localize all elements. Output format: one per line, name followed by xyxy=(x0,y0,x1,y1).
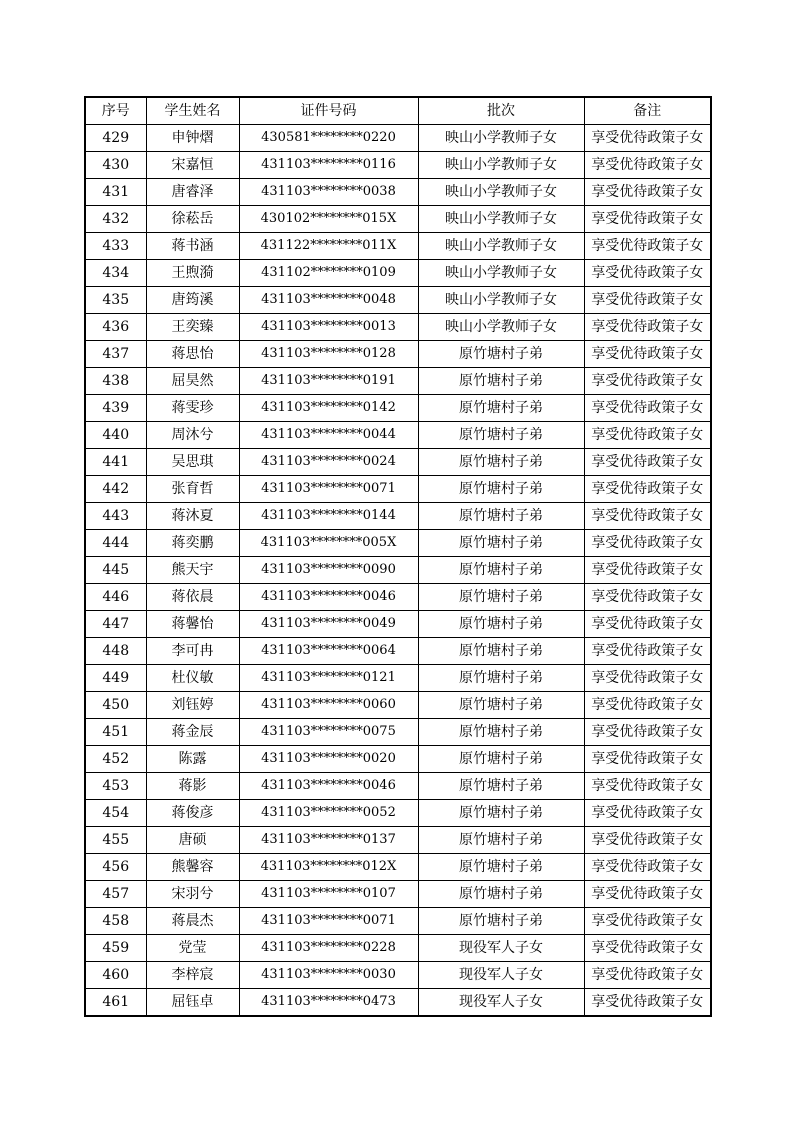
cell-student-name: 宋羽兮 xyxy=(146,881,239,908)
cell-student-name: 唐筠溪 xyxy=(146,287,239,314)
table-row xyxy=(85,287,711,314)
cell-id-number: 431103********0107 xyxy=(239,881,418,908)
cell-id-number: 431103********0128 xyxy=(239,341,418,368)
cell-id-number: 431103********0020 xyxy=(239,746,418,773)
cell-id-number: 430102********015X xyxy=(239,206,418,233)
cell-remarks: 享受优待政策子女 xyxy=(584,854,711,881)
cell-serial: 440 xyxy=(85,422,146,449)
cell-remarks: 享受优待政策子女 xyxy=(584,125,711,152)
cell-student-name: 蒋沐夏 xyxy=(146,503,239,530)
cell-remarks: 享受优待政策子女 xyxy=(584,719,711,746)
table-row xyxy=(85,800,711,827)
cell-remarks: 享受优待政策子女 xyxy=(584,881,711,908)
cell-id-number: 431103********0052 xyxy=(239,800,418,827)
cell-batch: 原竹塘村子弟 xyxy=(418,773,584,800)
table-row xyxy=(85,314,711,341)
header-remarks: 备注 xyxy=(584,97,711,125)
cell-serial: 444 xyxy=(85,530,146,557)
cell-id-number: 431102********0109 xyxy=(239,260,418,287)
cell-serial: 456 xyxy=(85,854,146,881)
cell-student-name: 王奕臻 xyxy=(146,314,239,341)
table-row xyxy=(85,368,711,395)
cell-batch: 原竹塘村子弟 xyxy=(418,908,584,935)
cell-batch: 原竹塘村子弟 xyxy=(418,557,584,584)
cell-batch: 原竹塘村子弟 xyxy=(418,800,584,827)
header-row xyxy=(85,97,711,125)
table-row xyxy=(85,476,711,503)
cell-remarks: 享受优待政策子女 xyxy=(584,908,711,935)
cell-student-name: 徐菘岳 xyxy=(146,206,239,233)
header-batch: 批次 xyxy=(418,97,584,125)
cell-id-number: 431103********0071 xyxy=(239,476,418,503)
student-roster-table xyxy=(84,96,712,1017)
cell-id-number: 431103********0090 xyxy=(239,557,418,584)
table-row xyxy=(85,233,711,260)
cell-id-number: 431103********0142 xyxy=(239,395,418,422)
cell-remarks: 享受优待政策子女 xyxy=(584,800,711,827)
cell-remarks: 享受优待政策子女 xyxy=(584,449,711,476)
cell-id-number: 431103********012X xyxy=(239,854,418,881)
cell-batch: 原竹塘村子弟 xyxy=(418,665,584,692)
table-row xyxy=(85,935,711,962)
cell-remarks: 享受优待政策子女 xyxy=(584,827,711,854)
cell-id-number: 431103********0024 xyxy=(239,449,418,476)
table-row xyxy=(85,341,711,368)
cell-remarks: 享受优待政策子女 xyxy=(584,287,711,314)
cell-id-number: 431103********0473 xyxy=(239,989,418,1017)
cell-batch: 原竹塘村子弟 xyxy=(418,476,584,503)
cell-id-number: 431103********0049 xyxy=(239,611,418,638)
cell-serial: 457 xyxy=(85,881,146,908)
cell-student-name: 宋嘉恒 xyxy=(146,152,239,179)
cell-id-number: 431103********0046 xyxy=(239,584,418,611)
cell-serial: 437 xyxy=(85,341,146,368)
cell-student-name: 唐硕 xyxy=(146,827,239,854)
cell-student-name: 蒋俊彦 xyxy=(146,800,239,827)
cell-student-name: 蒋影 xyxy=(146,773,239,800)
cell-id-number: 431103********0116 xyxy=(239,152,418,179)
cell-serial: 460 xyxy=(85,962,146,989)
cell-id-number: 431103********0144 xyxy=(239,503,418,530)
cell-serial: 434 xyxy=(85,260,146,287)
cell-remarks: 享受优待政策子女 xyxy=(584,611,711,638)
cell-id-number: 431103********005X xyxy=(239,530,418,557)
table-row xyxy=(85,395,711,422)
cell-remarks: 享受优待政策子女 xyxy=(584,152,711,179)
cell-serial: 452 xyxy=(85,746,146,773)
cell-remarks: 享受优待政策子女 xyxy=(584,233,711,260)
table-row xyxy=(85,692,711,719)
cell-serial: 448 xyxy=(85,638,146,665)
table-row xyxy=(85,827,711,854)
cell-student-name: 蒋馨怡 xyxy=(146,611,239,638)
cell-serial: 442 xyxy=(85,476,146,503)
cell-serial: 454 xyxy=(85,800,146,827)
cell-remarks: 享受优待政策子女 xyxy=(584,989,711,1017)
cell-remarks: 享受优待政策子女 xyxy=(584,638,711,665)
cell-batch: 映山小学教师子女 xyxy=(418,260,584,287)
cell-id-number: 431103********0071 xyxy=(239,908,418,935)
cell-serial: 449 xyxy=(85,665,146,692)
cell-remarks: 享受优待政策子女 xyxy=(584,665,711,692)
table-row xyxy=(85,908,711,935)
cell-batch: 原竹塘村子弟 xyxy=(418,584,584,611)
cell-batch: 原竹塘村子弟 xyxy=(418,530,584,557)
cell-id-number: 431103********0191 xyxy=(239,368,418,395)
header-serial: 序号 xyxy=(85,97,146,125)
cell-batch: 原竹塘村子弟 xyxy=(418,368,584,395)
cell-student-name: 唐睿泽 xyxy=(146,179,239,206)
cell-batch: 原竹塘村子弟 xyxy=(418,395,584,422)
cell-batch: 原竹塘村子弟 xyxy=(418,692,584,719)
cell-remarks: 享受优待政策子女 xyxy=(584,773,711,800)
cell-batch: 现役军人子女 xyxy=(418,962,584,989)
cell-batch: 映山小学教师子女 xyxy=(418,179,584,206)
table-row xyxy=(85,260,711,287)
cell-remarks: 享受优待政策子女 xyxy=(584,314,711,341)
table-header xyxy=(85,97,711,125)
cell-batch: 映山小学教师子女 xyxy=(418,233,584,260)
cell-serial: 447 xyxy=(85,611,146,638)
cell-student-name: 周沐兮 xyxy=(146,422,239,449)
cell-batch: 原竹塘村子弟 xyxy=(418,611,584,638)
cell-student-name: 陈露 xyxy=(146,746,239,773)
table-row xyxy=(85,665,711,692)
cell-remarks: 享受优待政策子女 xyxy=(584,260,711,287)
cell-serial: 443 xyxy=(85,503,146,530)
cell-serial: 455 xyxy=(85,827,146,854)
table-row xyxy=(85,557,711,584)
cell-serial: 432 xyxy=(85,206,146,233)
table-row xyxy=(85,962,711,989)
cell-remarks: 享受优待政策子女 xyxy=(584,503,711,530)
cell-id-number: 431103********0030 xyxy=(239,962,418,989)
cell-id-number: 431103********0121 xyxy=(239,665,418,692)
cell-batch: 原竹塘村子弟 xyxy=(418,503,584,530)
cell-remarks: 享受优待政策子女 xyxy=(584,692,711,719)
cell-batch: 原竹塘村子弟 xyxy=(418,341,584,368)
cell-id-number: 431122********011X xyxy=(239,233,418,260)
cell-student-name: 屈昊然 xyxy=(146,368,239,395)
table-row xyxy=(85,719,711,746)
cell-serial: 458 xyxy=(85,908,146,935)
cell-serial: 439 xyxy=(85,395,146,422)
cell-batch: 映山小学教师子女 xyxy=(418,125,584,152)
cell-serial: 438 xyxy=(85,368,146,395)
cell-student-name: 蒋晨杰 xyxy=(146,908,239,935)
cell-student-name: 熊馨容 xyxy=(146,854,239,881)
cell-remarks: 享受优待政策子女 xyxy=(584,368,711,395)
cell-student-name: 李可冉 xyxy=(146,638,239,665)
cell-id-number: 431103********0075 xyxy=(239,719,418,746)
cell-remarks: 享受优待政策子女 xyxy=(584,584,711,611)
table-row xyxy=(85,746,711,773)
cell-remarks: 享受优待政策子女 xyxy=(584,476,711,503)
cell-remarks: 享受优待政策子女 xyxy=(584,179,711,206)
table-row xyxy=(85,152,711,179)
cell-id-number: 431103********0048 xyxy=(239,287,418,314)
cell-id-number: 431103********0137 xyxy=(239,827,418,854)
cell-serial: 451 xyxy=(85,719,146,746)
cell-student-name: 吴思琪 xyxy=(146,449,239,476)
cell-batch: 现役军人子女 xyxy=(418,935,584,962)
table-row xyxy=(85,422,711,449)
table-row xyxy=(85,449,711,476)
cell-student-name: 蒋金辰 xyxy=(146,719,239,746)
cell-remarks: 享受优待政策子女 xyxy=(584,935,711,962)
cell-id-number: 431103********0044 xyxy=(239,422,418,449)
cell-student-name: 熊天宇 xyxy=(146,557,239,584)
cell-serial: 431 xyxy=(85,179,146,206)
table-row xyxy=(85,773,711,800)
cell-batch: 映山小学教师子女 xyxy=(418,314,584,341)
cell-batch: 映山小学教师子女 xyxy=(418,206,584,233)
cell-student-name: 王煦漪 xyxy=(146,260,239,287)
table-row xyxy=(85,584,711,611)
table-row xyxy=(85,503,711,530)
cell-id-number: 431103********0013 xyxy=(239,314,418,341)
cell-serial: 446 xyxy=(85,584,146,611)
cell-batch: 原竹塘村子弟 xyxy=(418,827,584,854)
cell-remarks: 享受优待政策子女 xyxy=(584,962,711,989)
cell-serial: 441 xyxy=(85,449,146,476)
cell-remarks: 享受优待政策子女 xyxy=(584,746,711,773)
cell-student-name: 张育哲 xyxy=(146,476,239,503)
cell-student-name: 蒋雯珍 xyxy=(146,395,239,422)
cell-serial: 436 xyxy=(85,314,146,341)
cell-id-number: 430581********0220 xyxy=(239,125,418,152)
cell-serial: 445 xyxy=(85,557,146,584)
cell-id-number: 431103********0060 xyxy=(239,692,418,719)
cell-student-name: 蒋思怡 xyxy=(146,341,239,368)
cell-student-name: 蒋书涵 xyxy=(146,233,239,260)
table-row xyxy=(85,854,711,881)
cell-serial: 430 xyxy=(85,152,146,179)
cell-serial: 459 xyxy=(85,935,146,962)
cell-batch: 原竹塘村子弟 xyxy=(418,881,584,908)
cell-batch: 原竹塘村子弟 xyxy=(418,746,584,773)
table-row xyxy=(85,125,711,152)
cell-batch: 原竹塘村子弟 xyxy=(418,422,584,449)
cell-student-name: 蒋依晨 xyxy=(146,584,239,611)
cell-remarks: 享受优待政策子女 xyxy=(584,206,711,233)
cell-batch: 原竹塘村子弟 xyxy=(418,854,584,881)
cell-student-name: 杜仪敏 xyxy=(146,665,239,692)
cell-batch: 映山小学教师子女 xyxy=(418,287,584,314)
cell-id-number: 431103********0046 xyxy=(239,773,418,800)
cell-serial: 461 xyxy=(85,989,146,1017)
cell-student-name: 屈钰卓 xyxy=(146,989,239,1017)
cell-batch: 原竹塘村子弟 xyxy=(418,638,584,665)
cell-batch: 映山小学教师子女 xyxy=(418,152,584,179)
table-row xyxy=(85,206,711,233)
cell-student-name: 李梓宸 xyxy=(146,962,239,989)
cell-serial: 450 xyxy=(85,692,146,719)
table-row xyxy=(85,179,711,206)
cell-serial: 435 xyxy=(85,287,146,314)
cell-student-name: 刘钰婷 xyxy=(146,692,239,719)
header-id-number: 证件号码 xyxy=(239,97,418,125)
cell-id-number: 431103********0038 xyxy=(239,179,418,206)
table-row xyxy=(85,611,711,638)
header-student-name: 学生姓名 xyxy=(146,97,239,125)
cell-remarks: 享受优待政策子女 xyxy=(584,395,711,422)
table-body xyxy=(85,125,711,1017)
cell-remarks: 享受优待政策子女 xyxy=(584,557,711,584)
cell-serial: 433 xyxy=(85,233,146,260)
cell-batch: 原竹塘村子弟 xyxy=(418,719,584,746)
cell-batch: 现役军人子女 xyxy=(418,989,584,1017)
cell-remarks: 享受优待政策子女 xyxy=(584,530,711,557)
cell-student-name: 党莹 xyxy=(146,935,239,962)
cell-remarks: 享受优待政策子女 xyxy=(584,422,711,449)
table-row xyxy=(85,881,711,908)
cell-student-name: 蒋奕鹏 xyxy=(146,530,239,557)
cell-serial: 429 xyxy=(85,125,146,152)
table-row xyxy=(85,638,711,665)
cell-id-number: 431103********0064 xyxy=(239,638,418,665)
cell-batch: 原竹塘村子弟 xyxy=(418,449,584,476)
cell-student-name: 申钟熠 xyxy=(146,125,239,152)
table-row xyxy=(85,530,711,557)
table-row xyxy=(85,989,711,1017)
cell-serial: 453 xyxy=(85,773,146,800)
cell-remarks: 享受优待政策子女 xyxy=(584,341,711,368)
cell-id-number: 431103********0228 xyxy=(239,935,418,962)
